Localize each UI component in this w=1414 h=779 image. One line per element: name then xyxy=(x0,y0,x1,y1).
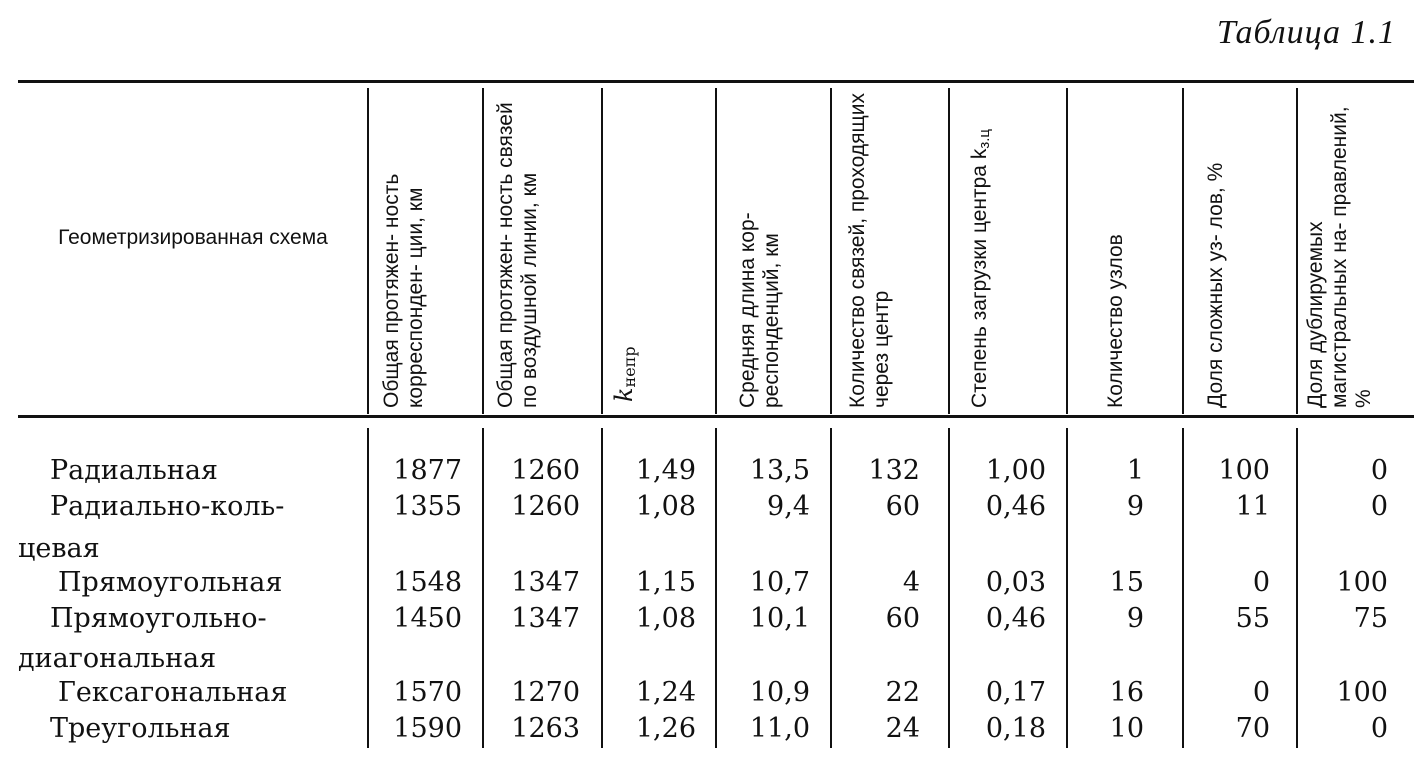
cell: 9 xyxy=(1126,491,1144,522)
header-k-nepr xyxy=(612,84,708,412)
cell: 0,46 xyxy=(985,491,1046,522)
cell: 24 xyxy=(885,713,920,744)
center-load-subscript: з.ц xyxy=(976,129,994,149)
cell: 1,49 xyxy=(635,455,696,486)
cell: 132 xyxy=(868,455,920,486)
top-rule xyxy=(18,80,1414,83)
cell: 1548 xyxy=(393,567,462,598)
cell: 60 xyxy=(885,603,920,634)
cell: 16 xyxy=(1109,677,1144,708)
cell: 11,0 xyxy=(749,713,810,744)
cell: 9,4 xyxy=(767,491,810,522)
cell: 13,5 xyxy=(749,455,810,486)
cell: 55 xyxy=(1235,603,1270,634)
cell: 1,26 xyxy=(635,713,696,744)
row-scheme-name: Гексагональная xyxy=(58,677,288,708)
header-total-link-length: Общая протяжен- ность связей по воздушной линии, км xyxy=(494,102,541,408)
header-scheme: Геометризированная схема xyxy=(58,226,328,249)
cell: 10,1 xyxy=(749,603,810,634)
cell: 0 xyxy=(1370,491,1388,522)
header-total-correspondence-length: Общая протяжен- ность корреспонден- ции, км xyxy=(380,173,427,408)
center-load-text: Степень загрузки центра k xyxy=(968,148,991,408)
k-subscript: непр xyxy=(619,346,639,388)
cell: 22 xyxy=(885,677,920,708)
cell: 0,46 xyxy=(985,603,1046,634)
cell: 1260 xyxy=(511,491,580,522)
cell: 1270 xyxy=(511,677,580,708)
row-scheme-name: Треугольная xyxy=(50,713,231,744)
row-scheme-name: Радиальная xyxy=(50,455,218,486)
cell: 0,18 xyxy=(985,713,1046,744)
cell: 75 xyxy=(1353,603,1388,634)
cell: 1 xyxy=(1126,455,1144,486)
cell: 0,03 xyxy=(985,567,1046,598)
header-complex-node-share: Доля сложных уз- лов, % xyxy=(1204,162,1227,408)
cell: 100 xyxy=(1336,567,1388,598)
cell: 1347 xyxy=(511,603,580,634)
row-scheme-name-cont: цевая xyxy=(18,533,100,564)
cell: 0 xyxy=(1370,713,1388,744)
cell: 15 xyxy=(1109,567,1144,598)
cell: 0 xyxy=(1370,455,1388,486)
cell: 1570 xyxy=(393,677,462,708)
cell: 9 xyxy=(1126,603,1144,634)
cell: 1260 xyxy=(511,455,580,486)
cell: 1347 xyxy=(511,567,580,598)
cell: 1450 xyxy=(393,603,462,634)
table-caption: Таблица 1.1 xyxy=(1216,14,1396,51)
cell: 1,24 xyxy=(635,677,696,708)
cell: 1,08 xyxy=(635,491,696,522)
k-symbol: k xyxy=(610,387,638,402)
cell: 1,00 xyxy=(985,455,1046,486)
row-scheme-name-cont: диагональная xyxy=(18,643,217,674)
header-node-count: Количество узлов xyxy=(1104,234,1127,408)
cell: 100 xyxy=(1218,455,1270,486)
cell: 1263 xyxy=(511,713,580,744)
cell: 10,7 xyxy=(749,567,810,598)
row-scheme-name: Прямоугольная xyxy=(58,567,283,598)
cell: 1355 xyxy=(393,491,462,522)
cell: 0 xyxy=(1252,677,1270,708)
cell: 60 xyxy=(885,491,920,522)
row-scheme-name: Радиально-коль- xyxy=(50,491,285,522)
header-links-through-center: Количество связей, проходящих через центр xyxy=(846,93,893,408)
cell: 70 xyxy=(1235,713,1270,744)
cell: 0 xyxy=(1252,567,1270,598)
cell: 4 xyxy=(902,567,920,598)
cell: 10 xyxy=(1109,713,1144,744)
cell: 1,08 xyxy=(635,603,696,634)
header-rule xyxy=(18,415,1414,418)
cell: 1,15 xyxy=(635,567,696,598)
header-duplicated-directions-share: Доля дублируемых магистральных на- правлений, % xyxy=(1304,106,1375,408)
cell: 100 xyxy=(1336,677,1388,708)
cell: 0,17 xyxy=(985,677,1046,708)
cell: 1590 xyxy=(393,713,462,744)
cell: 11 xyxy=(1235,491,1270,522)
header-center-load xyxy=(968,84,1048,412)
row-scheme-name: Прямоугольно- xyxy=(50,603,267,634)
cell: 1877 xyxy=(393,455,462,486)
cell: 10,9 xyxy=(749,677,810,708)
header-average-length: Средняя длина кор- респонденций, км xyxy=(736,212,783,408)
